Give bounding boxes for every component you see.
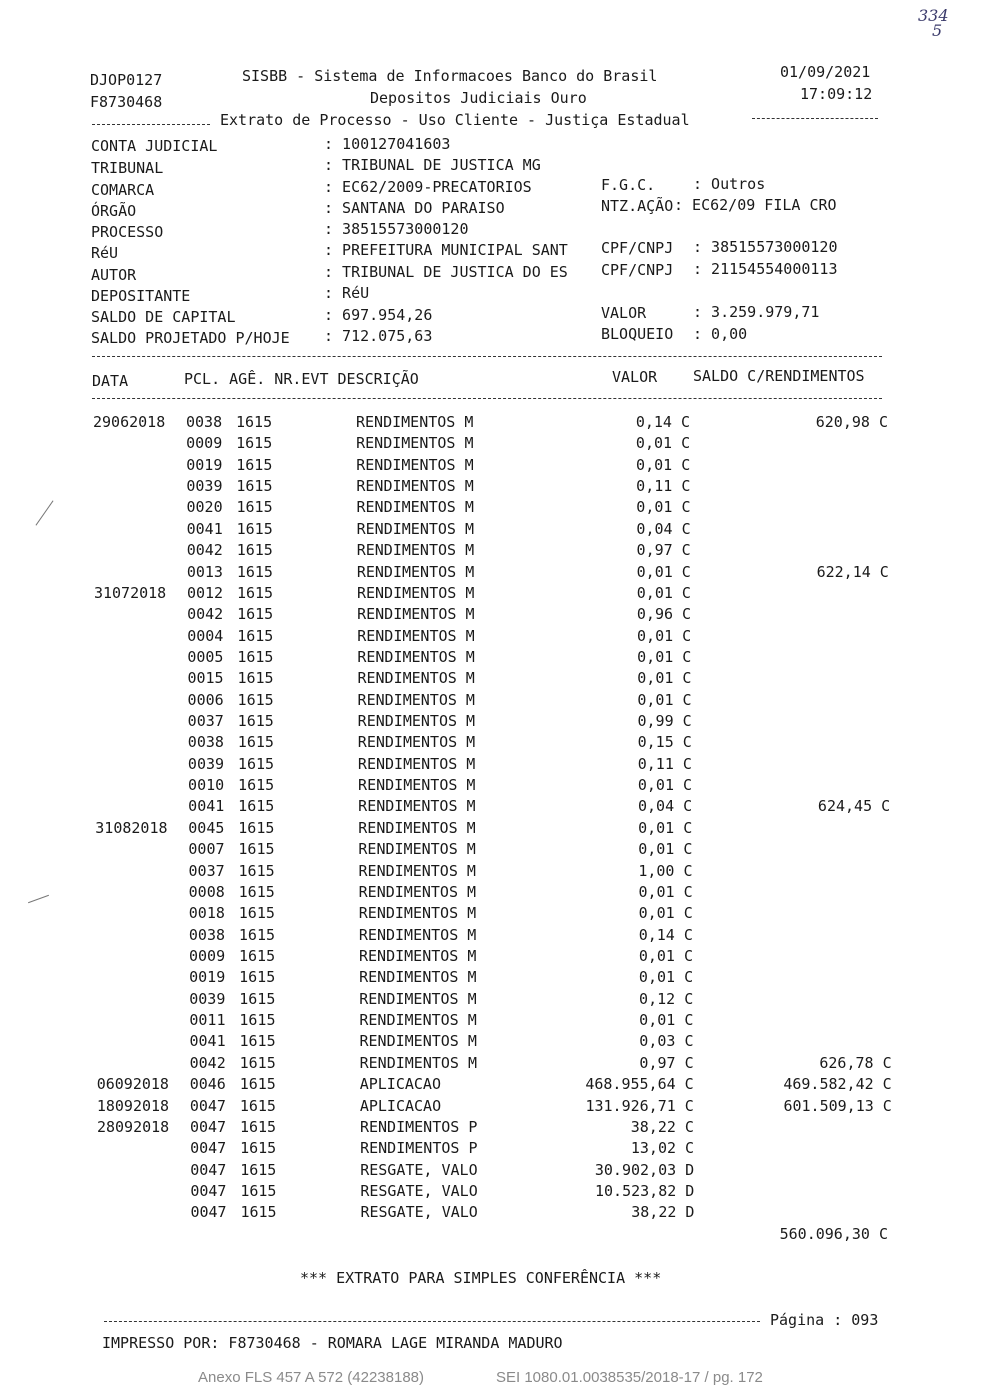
table-row — [1, 519, 990, 540]
row-pcl: 0047 — [190, 1160, 227, 1179]
row-descricao: RENDIMENTOS P — [359, 1117, 478, 1136]
table-row — [4, 1202, 990, 1223]
row-pcl: 0042 — [187, 605, 224, 624]
row-agencia: 1615 — [239, 1117, 277, 1136]
row-agencia: 1615 — [237, 712, 274, 731]
report-code: DJOP0127 — [90, 71, 163, 89]
row-descricao: RENDIMENTOS M — [357, 626, 475, 645]
row-descricao: RENDIMENTOS M — [357, 690, 475, 709]
row-agencia: 1615 — [240, 1139, 277, 1158]
autor-cpf-label: CPF/CNPJ — [601, 261, 674, 279]
conta-value: : 100127041603 — [324, 135, 451, 153]
row-valor: 10.523,82 D — [594, 1181, 695, 1200]
row-valor: 0,01 C — [636, 455, 691, 474]
processo-value: : 38515573000120 — [324, 220, 469, 238]
table-row — [4, 1181, 990, 1202]
row-descricao: RENDIMENTOS M — [359, 1053, 478, 1072]
row-pcl: 0019 — [189, 968, 226, 987]
row-pcl: 0018 — [188, 904, 225, 923]
row-valor: 0,97 C — [636, 541, 691, 560]
row-descricao: RENDIMENTOS M — [356, 477, 474, 496]
row-valor: 1,00 C — [638, 861, 693, 880]
row-agencia: 1615 — [238, 904, 275, 923]
row-date: 06092018 — [96, 1075, 169, 1094]
table-row — [3, 903, 990, 924]
table-row — [2, 839, 990, 860]
row-descricao: RENDIMENTOS M — [358, 861, 476, 880]
row-pcl: 0015 — [187, 669, 224, 688]
row-pcl: 0010 — [188, 776, 225, 795]
column-valor: VALOR — [612, 368, 658, 386]
row-descricao: RENDIMENTOS M — [358, 925, 477, 944]
conference-notice: *** EXTRATO PARA SIMPLES CONFERÊNCIA *** — [300, 1269, 662, 1287]
autor-label: AUTOR — [91, 266, 137, 284]
row-agencia: 1615 — [236, 583, 274, 602]
row-pcl: 0008 — [188, 882, 225, 901]
row-descricao: RENDIMENTOS M — [358, 776, 476, 795]
row-pcl: 0047 — [190, 1181, 227, 1200]
row-pcl: 0009 — [189, 947, 226, 965]
handwritten-number: 334 — [918, 6, 949, 25]
row-agencia: 1615 — [236, 498, 273, 517]
row-saldo: 626,78 C — [819, 1053, 892, 1072]
row-pcl: 0047 — [189, 1117, 227, 1136]
row-valor: 0,01 C — [638, 882, 693, 901]
operator-code: F8730468 — [90, 93, 163, 111]
row-valor: 0,11 C — [636, 477, 691, 496]
row-descricao: RENDIMENTOS M — [358, 840, 476, 859]
row-descricao: RENDIMENTOS M — [357, 754, 476, 773]
row-agencia: 1615 — [236, 477, 273, 496]
row-valor: 30.902,03 D — [594, 1160, 695, 1179]
row-agencia: 1615 — [238, 797, 275, 816]
row-valor: 0,01 C — [636, 498, 691, 517]
row-descricao: RENDIMENTOS P — [360, 1139, 478, 1158]
valor-value: : 3.259.979,71 — [693, 303, 820, 321]
row-valor: 0,03 C — [639, 1032, 694, 1051]
row-pcl: 0047 — [190, 1203, 227, 1222]
row-pcl: 0047 — [189, 1096, 226, 1115]
system-subtitle: Depositos Judiciais Ouro — [370, 89, 587, 107]
row-agencia: 1615 — [240, 1203, 277, 1222]
row-agencia: 1615 — [237, 669, 274, 688]
system-title: SISBB - Sistema de Informacoes Banco do Brasil — [242, 67, 658, 85]
row-descricao: RESGATE, VALO — [360, 1181, 478, 1200]
row-pcl: 0009 — [186, 434, 223, 453]
row-pcl: 0037 — [188, 861, 225, 880]
annex-footer: Anexo FLS 457 A 572 (42238188) — [198, 1369, 425, 1386]
row-descricao: RENDIMENTOS M — [358, 904, 477, 923]
row-agencia: 1615 — [237, 605, 274, 624]
row-valor: 13,02 C — [630, 1139, 695, 1158]
handwritten-page-number — [918, 6, 949, 40]
row-agencia: 1615 — [236, 413, 273, 431]
table-row — [0, 455, 990, 476]
row-descricao: RENDIMENTOS M — [356, 562, 475, 581]
depositante-label: DEPOSITANTE — [91, 287, 191, 305]
row-agencia: 1615 — [239, 968, 276, 987]
table-row — [2, 818, 990, 839]
row-pcl: 0047 — [190, 1139, 227, 1158]
row-pcl: 0042 — [186, 541, 223, 560]
row-pcl: 0041 — [188, 797, 225, 816]
print-time: 17:09:12 — [800, 85, 873, 103]
row-agencia: 1615 — [238, 818, 275, 837]
row-saldo: 469.582,42 C — [783, 1075, 892, 1094]
table-row — [1, 626, 990, 647]
row-valor: 0,01 C — [636, 562, 691, 581]
row-valor: 0,01 C — [637, 626, 692, 645]
row-valor: 0,14 C — [638, 925, 693, 944]
row-pcl: 0013 — [186, 562, 223, 581]
autor-cpf-value: : 21154554000113 — [693, 260, 838, 278]
orgao-label: ÓRGÃO — [91, 202, 137, 220]
row-agencia: 1615 — [237, 690, 274, 709]
divider — [92, 398, 882, 399]
row-pcl: 0038 — [188, 925, 226, 944]
row-agencia: 1615 — [238, 840, 275, 859]
row-pcl: 0038 — [186, 413, 223, 431]
row-agencia: 1615 — [236, 541, 273, 560]
table-row — [1, 540, 990, 561]
row-pcl: 0005 — [187, 647, 224, 666]
fgc-label: F.G.C. — [601, 176, 656, 194]
row-valor: 0,15 C — [637, 733, 692, 752]
row-valor: 0,01 C — [637, 776, 693, 795]
divider — [92, 356, 882, 357]
row-agencia: 1615 — [238, 861, 275, 880]
table-row — [3, 1031, 990, 1052]
row-agencia: 1615 — [239, 1096, 276, 1115]
row-valor: 0,14 C — [635, 413, 690, 431]
autor-value: : TRIBUNAL DE JUSTICA DO ES — [324, 263, 568, 281]
column-pcl-descricao: PCL. AGÊ. NR.EVT DESCRIÇÃO — [184, 370, 419, 388]
row-pcl: 0041 — [186, 519, 223, 538]
row-valor: 0,01 C — [638, 968, 694, 987]
row-valor: 468.955,64 C — [585, 1075, 694, 1094]
tribunal-label: TRIBUNAL — [91, 159, 164, 177]
report-subtitle: Extrato de Processo - Uso Cliente - Justiça Estadual — [220, 111, 690, 129]
reu-value: : PREFEITURA MUNICIPAL SANT — [324, 241, 568, 259]
row-descricao: RENDIMENTOS M — [356, 434, 474, 453]
row-saldo: 624,45 C — [817, 797, 891, 816]
row-date: 29062018 — [93, 413, 166, 431]
row-saldo: 622,14 C — [816, 562, 889, 581]
row-saldo: 601.509,13 C — [783, 1096, 892, 1115]
table-row — [2, 775, 990, 796]
tribunal-value: : TRIBUNAL DE JUSTICA MG — [324, 156, 541, 174]
row-valor: 0,01 C — [636, 583, 691, 602]
row-pcl: 0020 — [186, 498, 223, 517]
row-descricao: RENDIMENTOS M — [356, 583, 475, 602]
row-valor: 131.926,71 C — [585, 1096, 694, 1115]
row-agencia: 1615 — [238, 925, 276, 944]
row-descricao: APLICACAO — [359, 1075, 442, 1094]
row-pcl: 0038 — [187, 733, 224, 752]
row-pcl: 0037 — [187, 712, 224, 731]
row-agencia: 1615 — [237, 647, 274, 666]
comarca-value: : EC62/2009-PRECATORIOS — [324, 178, 532, 196]
table-row — [0, 412, 990, 433]
table-row — [2, 690, 990, 711]
table-row — [4, 1096, 990, 1117]
row-agencia: 1615 — [236, 519, 273, 538]
row-valor: 0,96 C — [636, 605, 692, 624]
bloqueio-label: BLOQUEIO — [601, 325, 674, 343]
table-row — [0, 476, 990, 497]
row-agencia: 1615 — [239, 1032, 276, 1051]
print-date: 01/09/2021 — [780, 63, 871, 81]
row-descricao: RENDIMENTOS M — [357, 733, 476, 752]
row-saldo: 620,98 C — [815, 413, 888, 431]
row-descricao: RENDIMENTOS M — [359, 1032, 477, 1051]
row-pcl: 0007 — [188, 840, 225, 859]
row-descricao: RENDIMENTOS M — [358, 882, 477, 901]
final-balance: 560.096,30 C — [779, 1225, 888, 1243]
row-descricao: RENDIMENTOS M — [359, 968, 477, 987]
row-agencia: 1615 — [239, 1075, 276, 1094]
row-valor: 0,99 C — [637, 712, 692, 731]
row-pcl: 0046 — [189, 1075, 226, 1094]
valor-label: VALOR — [601, 304, 647, 322]
row-descricao: RENDIMENTOS M — [356, 455, 474, 474]
table-row — [2, 796, 990, 817]
table-row — [3, 989, 990, 1010]
row-descricao: RESGATE, VALO — [360, 1160, 478, 1179]
row-valor: 0,04 C — [636, 519, 691, 538]
row-descricao: RENDIMENTOS M — [357, 647, 475, 666]
table-row — [1, 647, 990, 668]
table-row — [2, 754, 990, 775]
row-descricao: RENDIMENTOS M — [358, 818, 476, 837]
row-agencia: 1615 — [239, 947, 276, 965]
row-pcl: 0045 — [188, 818, 225, 837]
row-valor: 0,01 C — [635, 434, 691, 453]
row-valor: 0,01 C — [637, 669, 692, 688]
row-pcl: 0039 — [189, 989, 226, 1008]
table-row — [3, 882, 990, 903]
row-date: 28092018 — [96, 1117, 170, 1136]
bloqueio-value: : 0,00 — [693, 325, 748, 343]
row-valor: 0,01 C — [639, 1011, 694, 1030]
ntz-value: : EC62/09 FILA CRO — [674, 196, 837, 214]
saldo-projetado-label: SALDO PROJETADO P/HOJE — [91, 329, 290, 347]
row-pcl: 0039 — [186, 477, 223, 496]
conta-label: CONTA JUDICIAL — [91, 137, 218, 155]
row-valor: 0,01 C — [638, 818, 693, 837]
row-descricao: RENDIMENTOS M — [356, 519, 475, 538]
row-valor: 0,11 C — [637, 754, 692, 773]
table-row — [0, 497, 990, 518]
table-row — [1, 562, 990, 583]
saldo-projetado-value: : 712.075,63 — [324, 327, 433, 345]
divider — [104, 1321, 760, 1322]
row-descricao: RENDIMENTOS M — [359, 1011, 477, 1030]
processo-label: PROCESSO — [91, 223, 164, 241]
row-agencia: 1615 — [238, 882, 275, 901]
table-row — [3, 861, 990, 882]
row-agencia: 1615 — [236, 562, 273, 581]
row-agencia: 1615 — [239, 1011, 276, 1030]
row-descricao: RENDIMENTOS M — [356, 413, 474, 431]
row-agencia: 1615 — [237, 754, 275, 773]
depositante-value: : RéU — [324, 284, 370, 302]
ntz-label: NTZ.AÇÃO — [601, 197, 674, 215]
row-descricao: RENDIMENTOS M — [357, 669, 475, 688]
row-valor: 38,22 D — [631, 1203, 695, 1222]
row-agencia: 1615 — [239, 989, 276, 1008]
table-row — [1, 583, 990, 604]
table-row — [4, 1117, 990, 1138]
row-valor: 0,97 C — [639, 1053, 694, 1072]
column-saldo: SALDO C/RENDIMENTOS — [693, 367, 865, 385]
row-valor: 0,01 C — [637, 690, 692, 709]
row-valor: 0,04 C — [637, 797, 693, 816]
row-agencia: 1615 — [240, 1160, 277, 1179]
row-agencia: 1615 — [237, 733, 274, 752]
column-data: DATA — [92, 372, 129, 390]
table-row — [4, 1160, 990, 1181]
row-pcl: 0019 — [186, 455, 223, 474]
row-valor: 0,12 C — [639, 989, 694, 1008]
table-row — [3, 1010, 990, 1031]
page-number: Página : 093 — [770, 1311, 879, 1329]
row-descricao: RENDIMENTOS M — [359, 947, 477, 965]
table-row — [1, 668, 990, 689]
table-row — [3, 946, 990, 967]
row-descricao: RENDIMENTOS M — [359, 989, 477, 1008]
row-agencia: 1615 — [236, 455, 273, 474]
row-descricao: APLICACAO — [359, 1096, 442, 1115]
row-valor: 0,01 C — [638, 840, 693, 859]
fgc-value: : Outros — [693, 175, 766, 193]
table-row — [3, 925, 990, 946]
table-row — [4, 1053, 990, 1074]
table-row — [3, 967, 990, 988]
row-pcl: 0012 — [186, 583, 224, 602]
printed-by: IMPRESSO POR: F8730468 - ROMARA LAGE MIRANDA MADURO — [102, 1334, 563, 1352]
row-agencia: 1615 — [238, 776, 275, 795]
row-descricao: RENDIMENTOS M — [357, 712, 476, 731]
row-agencia: 1615 — [236, 434, 273, 453]
row-pcl: 0039 — [187, 754, 225, 773]
saldo-capital-value: : 697.954,26 — [324, 306, 433, 324]
row-valor: 38,22 C — [630, 1117, 694, 1136]
row-agencia: 1615 — [239, 1053, 276, 1072]
row-descricao: RENDIMENTOS M — [356, 498, 474, 517]
row-date: 31082018 — [95, 818, 168, 837]
handwritten-digit: 5 — [932, 21, 943, 40]
saldo-capital-label: SALDO DE CAPITAL — [91, 308, 236, 326]
reu-label: RéU — [91, 244, 119, 262]
table-row — [4, 1138, 990, 1159]
comarca-label: COMARCA — [91, 181, 155, 199]
table-row — [4, 1074, 990, 1095]
reu-cpf-label: CPF/CNPJ — [601, 239, 674, 257]
row-pcl: 0042 — [189, 1053, 226, 1072]
row-valor: 0,01 C — [637, 647, 692, 666]
row-valor: 0,01 C — [638, 947, 693, 965]
row-descricao: RENDIMENTOS M — [357, 605, 475, 624]
row-descricao: RESGATE, VALO — [360, 1203, 478, 1222]
sei-footer: SEI 1080.01.0038535/2018-17 / pg. 172 — [496, 1369, 763, 1386]
table-row — [2, 732, 990, 753]
row-pcl: 0041 — [189, 1032, 226, 1051]
orgao-value: : SANTANA DO PARAISO — [324, 199, 505, 217]
row-pcl: 0006 — [187, 690, 224, 709]
reu-cpf-value: : 38515573000120 — [693, 238, 838, 256]
table-row — [0, 433, 990, 454]
row-pcl: 0011 — [189, 1011, 226, 1030]
row-date: 18092018 — [96, 1096, 170, 1115]
divider — [92, 124, 210, 125]
row-valor: 0,01 C — [638, 904, 693, 923]
row-agencia: 1615 — [240, 1181, 277, 1200]
row-descricao: RENDIMENTOS M — [356, 541, 475, 560]
row-pcl: 0004 — [187, 626, 224, 645]
divider — [752, 118, 878, 119]
table-row — [2, 711, 990, 732]
row-descricao: RENDIMENTOS M — [358, 797, 476, 816]
table-row — [1, 604, 990, 625]
row-date: 31072018 — [93, 583, 167, 602]
row-agencia: 1615 — [237, 626, 274, 645]
